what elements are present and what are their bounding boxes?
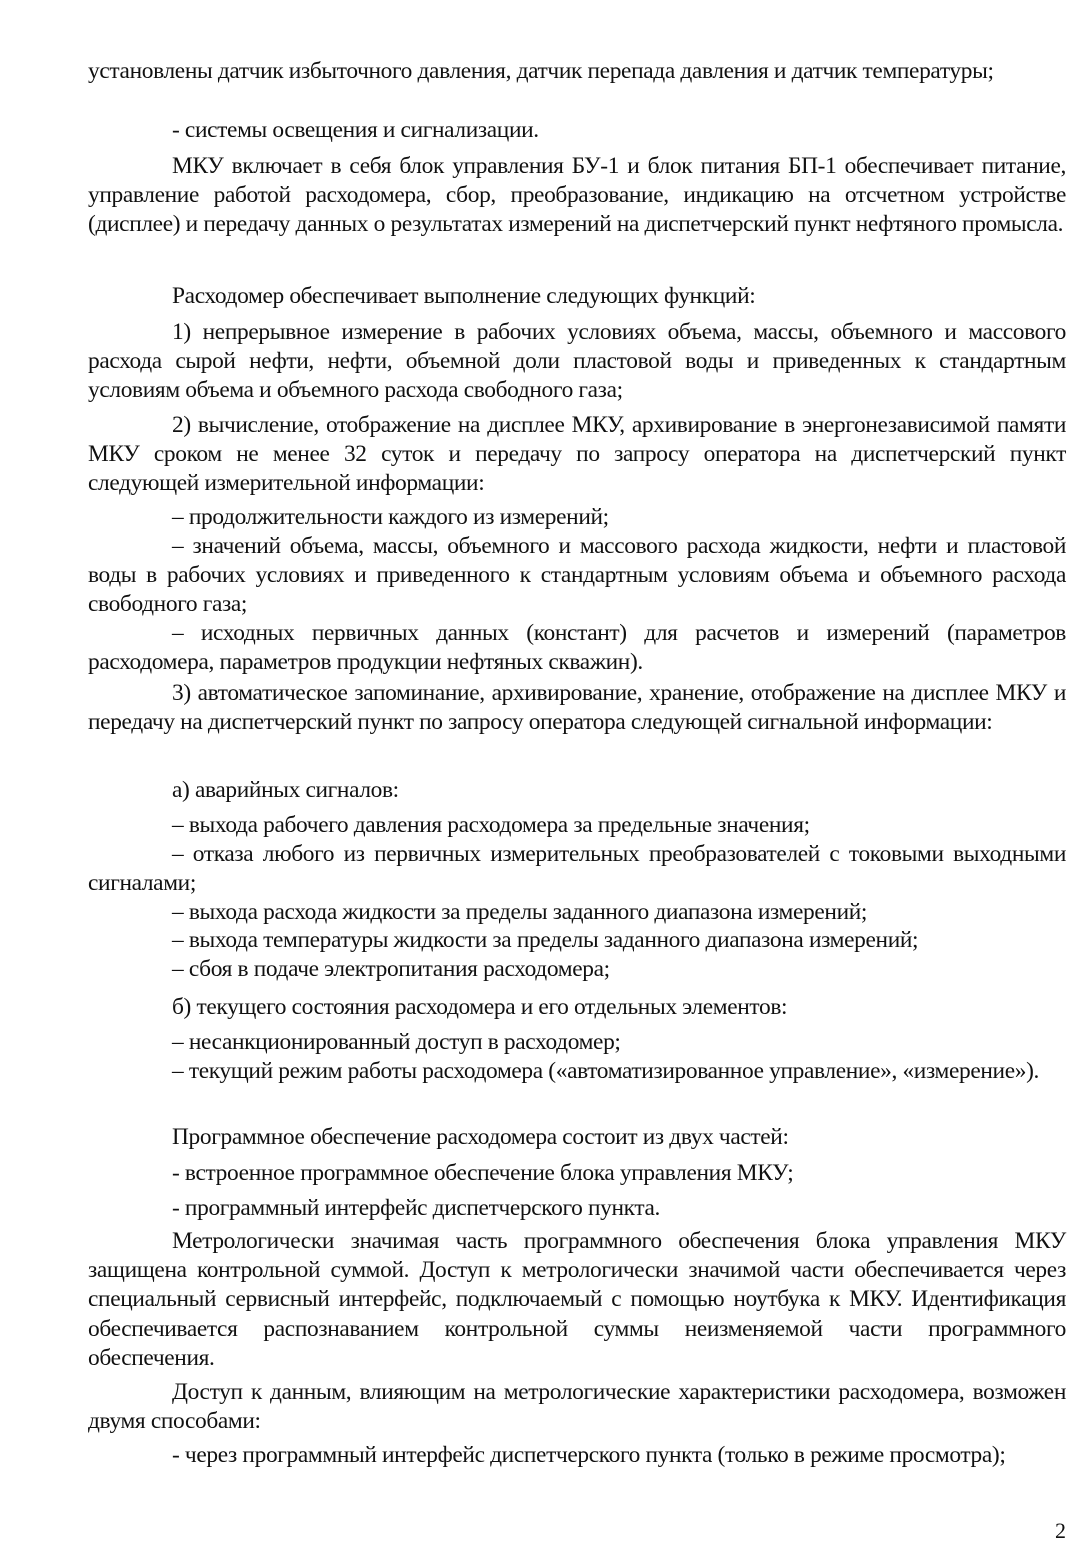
- list-item-lighting: - системы освещения и сигнализации.: [172, 117, 539, 143]
- paragraph-sensors: установлены датчик избыточного давления, датчик перепада давления и датчик температуры;: [88, 58, 994, 84]
- list-item-pressure: – выхода рабочего давления расходомера за предельные значения;: [172, 812, 810, 838]
- paragraph-mku: МКУ включает в себя блок управления БУ-1 и блок питания БП-1 обеспечивает питание, управление работой расходомера, сбор, преобразование, индикацию на отсчетном устройстве (дисплее) и передачу данных о результатах измерений на диспетчерский пункт нефтяного промысла.: [88, 153, 1066, 238]
- list-item-power-failure: – сбоя в подаче электропитания расходомера;: [172, 956, 610, 982]
- list-item-flow-range: – выхода расхода жидкости за пределы заданного диапазона измерений;: [172, 899, 868, 925]
- paragraph-checksum: Метрологически значимая часть программного обеспечения блока управления МКУ защищена контрольной суммой. Доступ к метрологически значимой части обеспечивается через специальный сервисный интерфейс, подключаемый с помощью ноутбука к МКУ. Идентификация обеспечивается распознаванием контрольной суммы неизменяемой части программного обеспечения.: [88, 1228, 1066, 1371]
- list-item-function-1: 1) непрерывное измерение в рабочих условиях объема, массы, объемного и массового расхода сырой нефти, нефти, объемной доли пластовой воды и приведенных к стандартным условиям объема и объемного расхода свободного газа;: [88, 319, 1066, 404]
- subheading-alarms: а) аварийных сигналов:: [172, 777, 399, 803]
- subheading-state: б) текущего состояния расходомера и его отдельных элементов:: [172, 994, 788, 1020]
- list-item-unauthorized: – несанкционированный доступ в расходомер;: [172, 1029, 621, 1055]
- list-item-function-2: 2) вычисление, отображение на дисплее МКУ, архивирование в энергонезависимой памяти МКУ сроком не менее 32 суток и передачу по запросу оператора на диспетчерский пункт следующей измерительной информации:: [88, 412, 1066, 497]
- list-item-duration: – продолжительности каждого из измерений;: [172, 504, 609, 530]
- paragraph-software-intro: Программное обеспечение расходомера состоит из двух частей:: [172, 1124, 789, 1150]
- paragraph-functions-intro: Расходомер обеспечивает выполнение следующих функций:: [172, 283, 756, 309]
- list-item-temperature-range: – выхода температуры жидкости за пределы заданного диапазона измерений;: [172, 927, 919, 953]
- list-item-embedded-software: - встроенное программное обеспечение блока управления МКУ;: [172, 1160, 794, 1186]
- list-item-mode: – текущий режим работы расходомера («автоматизированное управление», «измерение»).: [172, 1058, 1040, 1084]
- list-item-function-3: 3) автоматическое запоминание, архивирование, хранение, отображение на дисплее МКУ и передачу на диспетчерский пункт по запросу оператора следующей сигнальной информации:: [88, 680, 1066, 736]
- list-item-constants: – исходных первичных данных (констант) для расчетов и измерений (параметров расходомера, параметров продукции нефтяных скважин).: [88, 620, 1066, 676]
- page-number: 2: [1055, 1518, 1066, 1543]
- list-item-values: – значений объема, массы, объемного и массового расхода жидкости, нефти и пластовой воды в рабочих условиях и приведенного к стандартным условиям объема и объемного расхода свободного газа;: [88, 533, 1066, 618]
- list-item-dispatch-interface: - программный интерфейс диспетчерского пункта.: [172, 1195, 661, 1221]
- paragraph-access: Доступ к данным, влияющим на метрологические характеристики расходомера, возможен двумя способами:: [88, 1379, 1066, 1435]
- list-item-view-access: - через программный интерфейс диспетчерского пункта (только в режиме просмотра);: [172, 1442, 1006, 1468]
- list-item-transducer-fail: – отказа любого из первичных измерительных преобразователей с токовыми выходными сигналами;: [88, 841, 1066, 897]
